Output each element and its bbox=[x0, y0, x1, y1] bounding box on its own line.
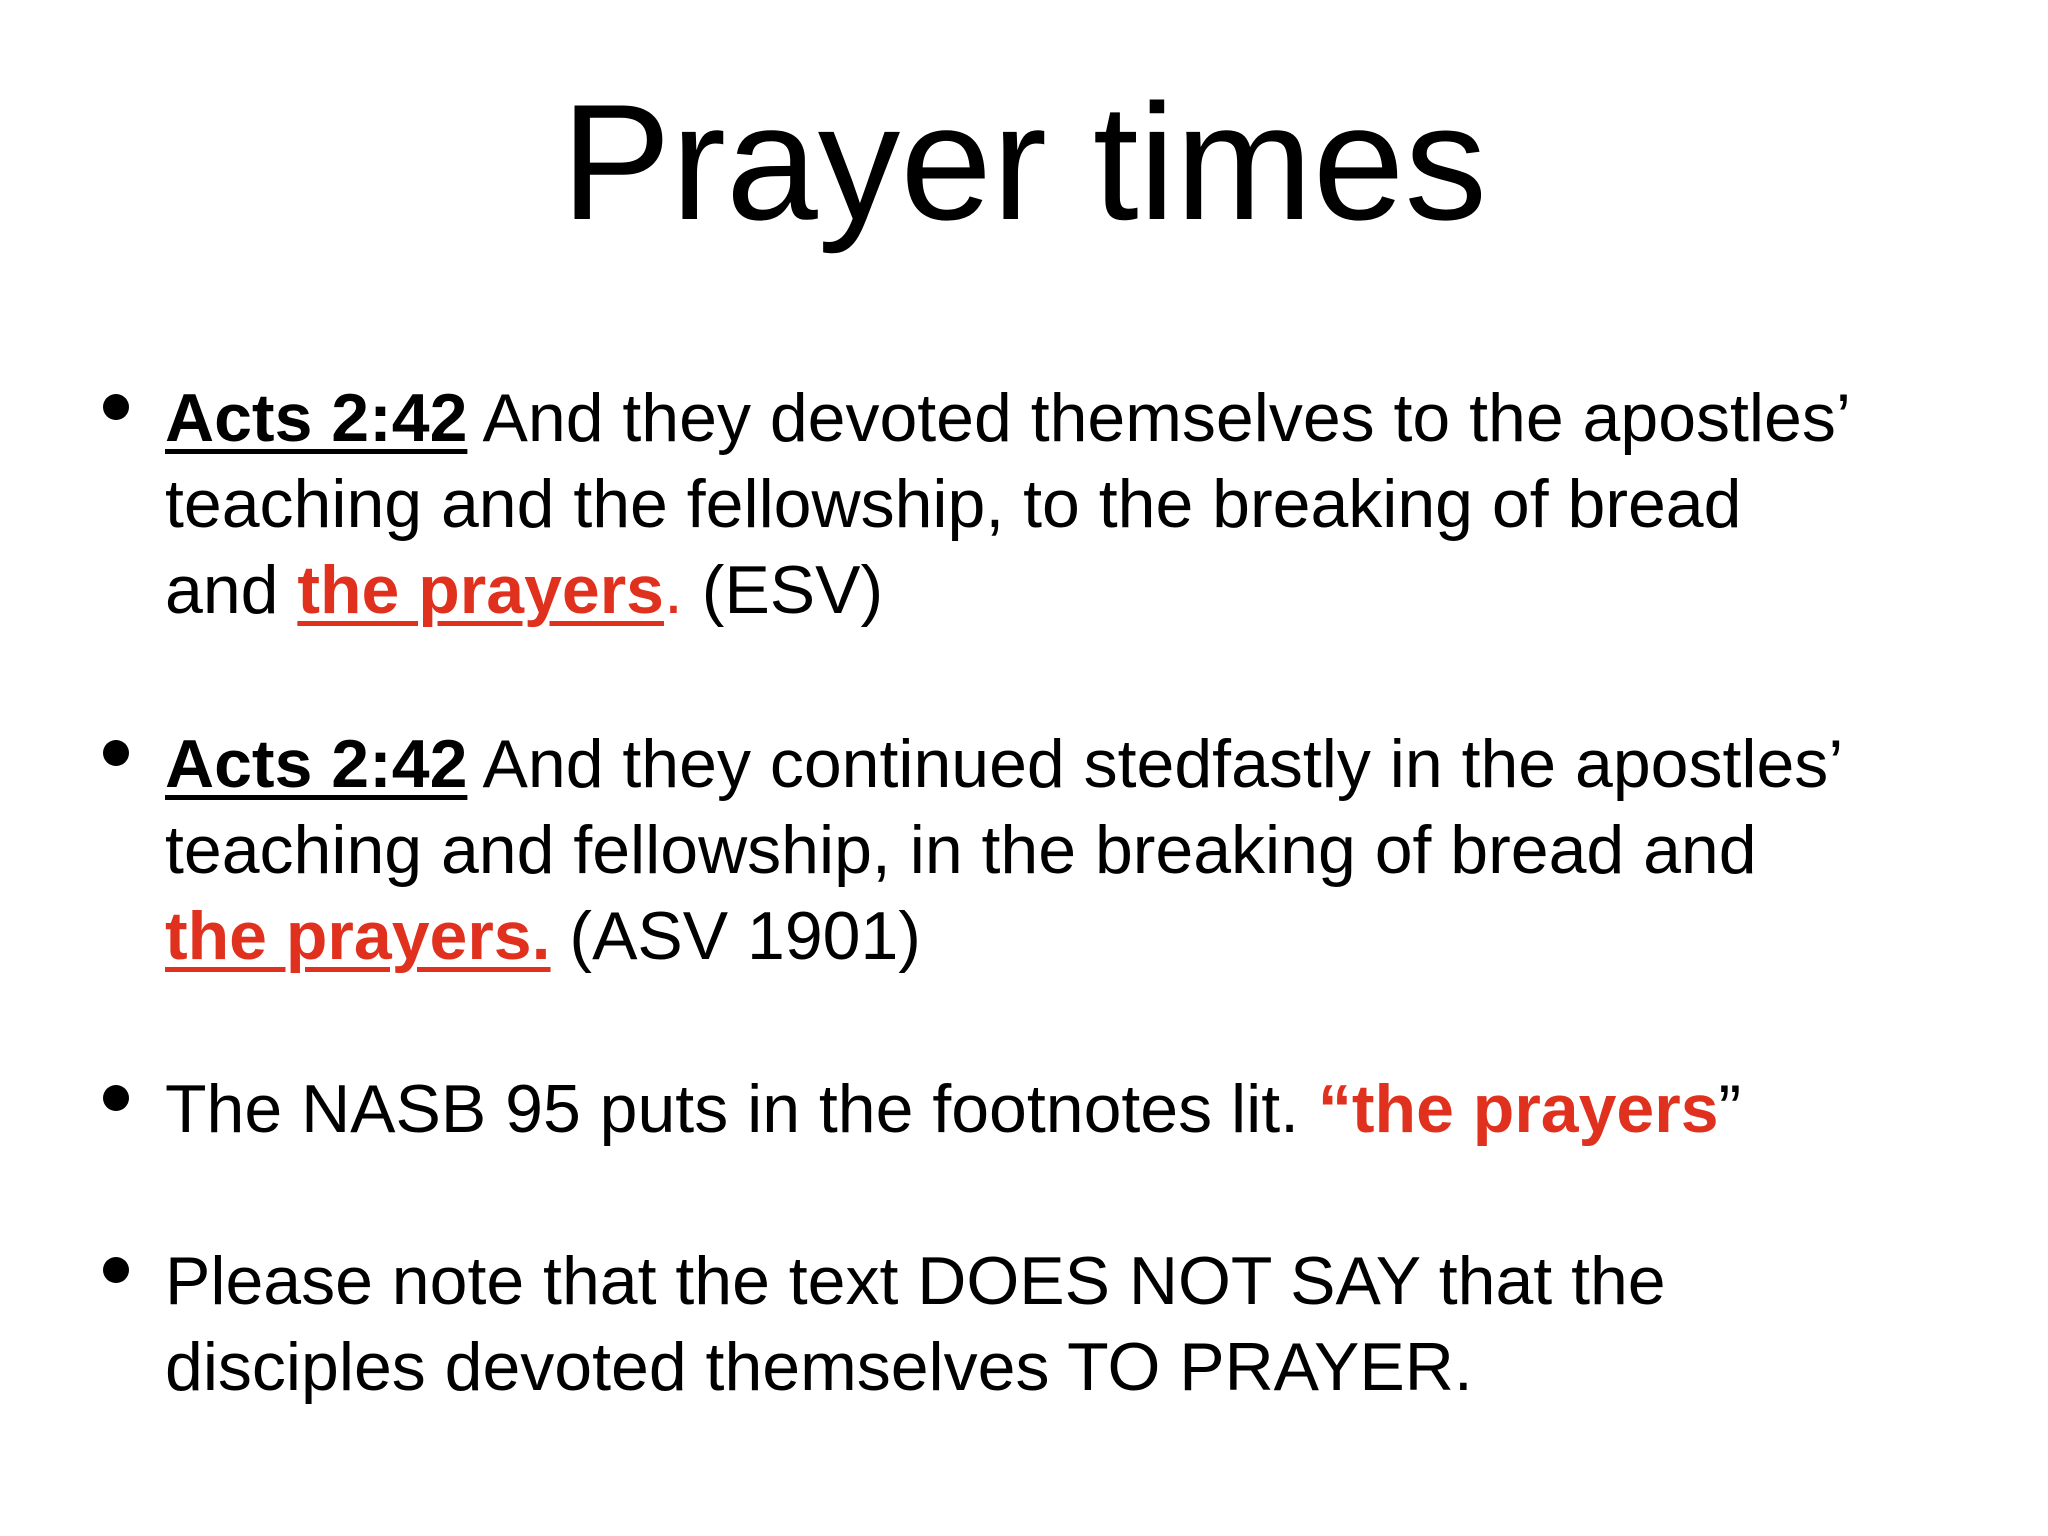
text-line: disciples devoted themselves TO PRAYER. bbox=[165, 1329, 1473, 1405]
slide-title: Prayer times bbox=[560, 70, 1488, 254]
bullet-dot-icon bbox=[103, 1257, 129, 1283]
text-line bbox=[165, 375, 2005, 461]
text-line bbox=[165, 1066, 2005, 1152]
quote-close: ” bbox=[1718, 1071, 1742, 1147]
bullet-text bbox=[165, 375, 2005, 633]
bullet-text bbox=[165, 1066, 2005, 1152]
scripture-reference: Acts 2:42 bbox=[165, 380, 468, 456]
highlight-period: . bbox=[664, 552, 683, 628]
highlight-the-prayers: the prayers bbox=[1351, 1071, 1719, 1147]
text-line: Please note that the text DOES NOT SAY that the bbox=[165, 1243, 1666, 1319]
bullet-dot-icon bbox=[103, 394, 129, 420]
highlight-the-prayers: the prayers. bbox=[165, 898, 551, 974]
verse-text: And they devoted themselves to the apostles’ bbox=[467, 380, 1851, 456]
translation-label: (ESV) bbox=[682, 552, 884, 628]
bullet-text bbox=[165, 721, 2005, 979]
verse-text: And they continued stedfastly in the apostles’ bbox=[467, 726, 1844, 802]
bullet-dot-icon bbox=[103, 740, 129, 766]
bullet-text bbox=[165, 1238, 2005, 1410]
text-line: teaching and the fellowship, to the breaking of bread bbox=[165, 466, 1742, 542]
bullet-dot-icon bbox=[103, 1085, 129, 1111]
text-line bbox=[165, 893, 2005, 979]
text-line bbox=[165, 721, 2005, 807]
translation-label: (ASV 1901) bbox=[550, 898, 921, 974]
verse-text: The NASB 95 puts in the footnotes lit. bbox=[165, 1071, 1318, 1147]
verse-text: and bbox=[165, 552, 298, 628]
text-line: teaching and fellowship, in the breaking of bread and bbox=[165, 812, 1757, 888]
quote-open: “ bbox=[1317, 1071, 1352, 1147]
scripture-reference: Acts 2:42 bbox=[165, 726, 468, 802]
highlight-the-prayers: the prayers bbox=[297, 552, 664, 628]
text-line bbox=[165, 547, 2005, 633]
